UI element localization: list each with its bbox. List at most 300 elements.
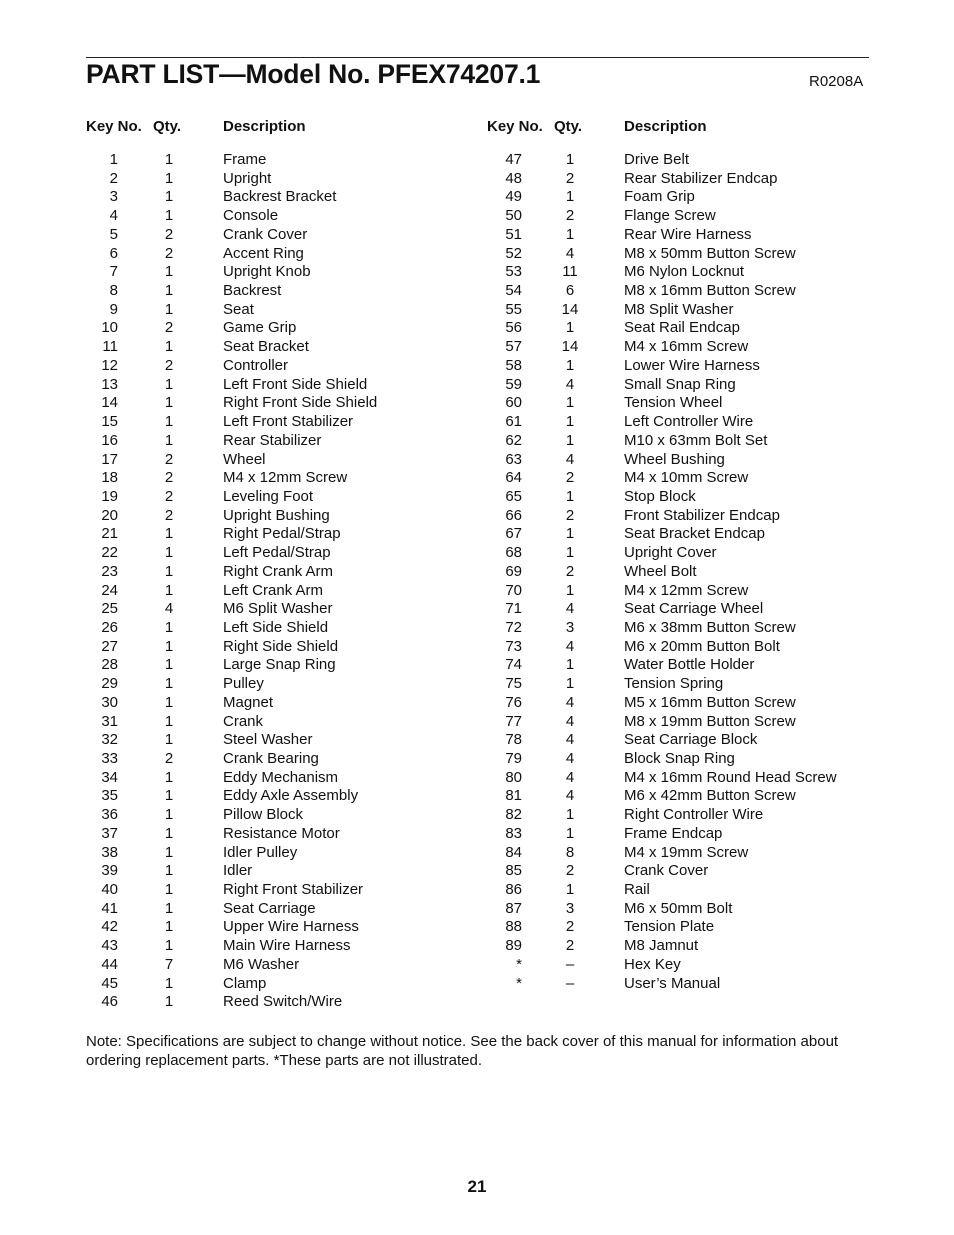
part-key-number: 89 [505,937,522,955]
part-description: M4 x 16mm Screw [624,338,749,356]
part-quantity: 1 [164,918,174,936]
part-row [0,975,477,994]
part-row [477,151,954,170]
part-key-number: 47 [505,151,522,168]
part-key-number: 30 [101,693,118,711]
part-key-number: 51 [505,225,522,243]
part-row [0,432,477,451]
part-quantity: 1 [164,899,174,917]
part-key-number: 76 [505,693,522,711]
part-quantity: 2 [164,469,174,487]
part-key-number: 82 [505,806,522,824]
part-row [0,956,477,975]
part-key-number: 65 [505,487,522,505]
part-row [0,918,477,937]
part-quantity: 1 [164,768,174,786]
part-row [0,582,477,601]
part-quantity: 1 [164,300,174,318]
part-description: Wheel Bolt [624,562,697,580]
part-description: Resistance Motor [223,824,340,842]
part-description: Stop Block [624,487,696,505]
part-row [0,563,477,582]
part-description: Steel Washer [223,731,313,749]
part-row [477,226,954,245]
part-quantity: 1 [565,525,575,543]
part-quantity: 1 [565,675,575,693]
part-row [0,525,477,544]
part-description: Accent Ring [223,244,304,262]
part-description: Wheel Bushing [624,450,725,468]
part-key-number: 15 [101,413,118,431]
part-quantity: 1 [565,394,575,412]
part-quantity: 4 [565,712,575,730]
part-row [477,937,954,956]
part-row [0,338,477,357]
part-quantity: 1 [164,188,174,206]
part-description: M4 x 19mm Screw [624,843,749,861]
part-key-number: 3 [109,188,118,206]
part-key-number: 50 [505,207,522,225]
part-row [0,413,477,432]
part-description: Crank Cover [624,862,709,880]
part-key-number: 84 [505,843,522,861]
part-description: Left Pedal/Strap [223,544,331,562]
part-description: Crank [223,712,264,730]
part-row [477,900,954,919]
part-quantity: 2 [164,356,174,374]
part-key-number: 17 [101,450,118,468]
part-quantity: 1 [565,319,575,337]
part-key-number: 11 [102,338,118,356]
part-row [477,750,954,769]
part-key-number: 20 [101,506,118,524]
part-key-number: 67 [505,525,522,543]
part-quantity: 4 [565,244,575,262]
part-key-number: 49 [505,188,522,206]
part-quantity: 14 [561,338,579,356]
part-row [0,376,477,395]
part-description: Idler [223,862,253,880]
part-quantity: 1 [565,151,575,168]
part-key-number: 55 [505,300,522,318]
part-key-number: 53 [505,263,522,281]
part-description: M4 x 16mm Round Head Screw [624,768,837,786]
left-header-description: Description [223,118,306,135]
part-row [0,357,477,376]
part-row [477,975,954,994]
top-rule [86,57,869,58]
part-key-number: 57 [505,338,522,356]
document-code: R0208A [809,73,864,90]
part-description: Front Stabilizer Endcap [624,506,780,524]
left-parts-list [0,151,477,1012]
part-key-number: 22 [101,544,118,562]
part-quantity: 3 [565,899,575,917]
part-key-number: 63 [505,450,522,468]
part-quantity: 1 [565,544,575,562]
part-key-number: 77 [505,712,522,730]
page-title: PART LIST—Model No. PFEX74207.1 [86,59,541,89]
part-quantity: 2 [565,862,575,880]
part-description: M8 Jamnut [624,937,699,955]
part-description: M8 x 16mm Button Screw [624,282,796,300]
part-description: Upright Cover [624,544,717,562]
part-description: M8 Split Washer [624,300,734,318]
part-quantity: 2 [164,487,174,505]
part-key-number: 73 [505,637,522,655]
part-quantity: 4 [164,600,174,618]
part-key-number: 6 [109,244,118,262]
part-quantity: 1 [565,431,575,449]
part-row [477,713,954,732]
part-row [477,263,954,282]
part-quantity: 2 [164,506,174,524]
part-description: Leveling Foot [223,487,314,505]
part-description: Clamp [223,974,267,992]
part-row [0,151,477,170]
part-row [477,582,954,601]
part-description: M4 x 10mm Screw [624,469,749,487]
part-row [477,675,954,694]
part-description: Controller [223,356,289,374]
part-quantity: 2 [565,506,575,524]
part-key-number: 41 [101,899,118,917]
part-key-number: 54 [505,282,522,300]
part-key-number: 25 [101,600,118,618]
part-row [477,619,954,638]
part-row [477,806,954,825]
part-key-number: 14 [101,394,118,412]
part-description: Reed Switch/Wire [223,993,343,1011]
part-description: Frame [223,151,267,168]
footnote: Note: Specifications are subject to change without notice. See the back cover of this manual for information about ordering replacement parts. *These parts are not illustrated. [86,1033,839,1069]
part-quantity: 14 [561,300,579,318]
part-description: Crank Bearing [223,750,319,767]
part-key-number: 64 [505,469,522,487]
part-description: Left Crank Arm [223,581,324,599]
part-description: Backrest [223,282,282,300]
part-key-number: 42 [101,918,118,936]
part-quantity: 1 [164,618,174,636]
part-quantity: 1 [164,525,174,543]
part-row [477,956,954,975]
part-quantity: 4 [565,750,575,767]
part-description: Crank Cover [223,225,308,243]
part-key-number: 80 [505,768,522,786]
part-description: Drive Belt [624,151,690,168]
part-quantity: 7 [164,955,174,973]
part-row [0,451,477,470]
left-header-key: Key No. [86,118,142,135]
part-quantity: 4 [565,637,575,655]
part-key-number: 34 [101,768,118,786]
part-quantity: 4 [565,693,575,711]
part-row [477,694,954,713]
part-row [477,769,954,788]
part-key-number: 16 [101,431,118,449]
part-quantity: 2 [565,169,575,187]
part-row [477,600,954,619]
part-key-number: 87 [505,899,522,917]
part-description: Main Wire Harness [223,937,351,955]
part-key-number: 52 [505,244,522,262]
part-row [0,301,477,320]
part-key-number: 59 [505,375,522,393]
part-quantity: 1 [164,394,174,412]
part-key-number: 19 [101,487,118,505]
part-key-number: 69 [505,562,522,580]
part-quantity: – [565,955,575,973]
part-quantity: 1 [565,356,575,374]
part-description: Left Controller Wire [624,413,754,431]
part-key-number: 85 [505,862,522,880]
part-quantity: 8 [565,843,575,861]
part-description: Flange Screw [624,207,716,225]
part-quantity: 1 [164,712,174,730]
part-row [477,862,954,881]
part-row [0,170,477,189]
part-row [477,282,954,301]
part-row [477,488,954,507]
part-description: Upright Knob [223,263,311,281]
part-description: M6 Split Washer [223,600,333,618]
part-description: Seat [223,300,254,318]
part-key-number: 44 [101,955,118,973]
part-quantity: 1 [164,207,174,225]
part-description: Right Pedal/Strap [223,525,341,543]
part-quantity: – [565,974,575,992]
part-description: M6 x 38mm Button Screw [624,618,796,636]
right-header-qty: Qty. [554,118,583,135]
part-row [477,731,954,750]
part-row [477,881,954,900]
part-row [477,451,954,470]
part-row [0,806,477,825]
part-key-number: 68 [505,544,522,562]
part-description: Upright Bushing [223,506,330,524]
part-key-number: 71 [505,600,522,618]
part-quantity: 2 [164,244,174,262]
part-description: Small Snap Ring [624,375,736,393]
part-quantity: 1 [164,787,174,805]
part-key-number: 23 [101,562,118,580]
part-description: Console [223,207,279,225]
part-row [477,357,954,376]
part-quantity: 1 [164,375,174,393]
part-description: Large Snap Ring [223,656,336,674]
part-quantity: 1 [164,637,174,655]
part-key-number: 29 [101,675,118,693]
part-quantity: 1 [164,282,174,300]
part-key-number: 86 [505,881,522,899]
part-quantity: 1 [164,862,174,880]
part-key-number: 28 [101,656,118,674]
part-key-number: 88 [505,918,522,936]
part-key-number: 37 [101,824,118,842]
part-row [0,245,477,264]
part-row [0,694,477,713]
part-quantity: 1 [164,562,174,580]
part-key-number: 21 [101,525,118,543]
part-row [477,638,954,657]
part-description: Right Controller Wire [624,806,764,824]
part-key-number: 12 [101,356,118,374]
part-quantity: 4 [565,768,575,786]
part-quantity: 3 [565,618,575,636]
part-row [477,544,954,563]
part-key-number: 39 [101,862,118,880]
part-description: Upper Wire Harness [223,918,359,936]
part-description: Wheel [223,450,266,468]
part-description: Hex Key [624,955,681,973]
part-row [477,844,954,863]
part-key-number: 32 [101,731,118,749]
part-description: Pulley [223,675,264,693]
part-row [0,750,477,769]
part-quantity: 1 [565,487,575,505]
part-row [0,769,477,788]
part-row [0,638,477,657]
part-row [0,937,477,956]
part-row [0,282,477,301]
part-row [477,507,954,526]
part-key-number: 62 [505,431,522,449]
part-quantity: 1 [164,731,174,749]
part-description: M4 x 12mm Screw [223,469,348,487]
part-key-number: 78 [505,731,522,749]
part-key-number: 18 [101,469,118,487]
part-row [477,245,954,264]
part-quantity: 11 [562,263,578,281]
part-key-number: 58 [505,356,522,374]
part-quantity: 2 [164,450,174,468]
part-key-number: 61 [505,413,522,431]
part-quantity: 1 [164,431,174,449]
part-description: Game Grip [223,319,297,337]
part-row [0,544,477,563]
part-quantity: 2 [565,562,575,580]
part-key-number: 38 [101,843,118,861]
part-key-number: 33 [101,750,118,767]
part-description: Frame Endcap [624,824,723,842]
part-quantity: 1 [164,824,174,842]
right-header-description: Description [624,118,707,135]
part-description: Rail [624,881,650,899]
part-row [477,432,954,451]
part-description: M6 x 20mm Button Bolt [624,637,780,655]
part-row [477,413,954,432]
part-key-number: 7 [109,263,118,281]
part-description: Seat Carriage [223,899,316,917]
part-description: Seat Bracket [223,338,309,356]
part-key-number: 10 [101,319,118,337]
part-key-number: 81 [505,787,522,805]
part-quantity: 1 [164,937,174,955]
part-row [477,301,954,320]
part-row [0,993,477,1012]
part-description: Seat Rail Endcap [624,319,740,337]
part-key-number: 40 [101,881,118,899]
part-key-number: * [516,955,522,973]
part-key-number: 8 [109,282,118,300]
part-description: Eddy Axle Assembly [223,787,359,805]
part-row [477,525,954,544]
part-key-number: 56 [505,319,522,337]
part-key-number: 13 [101,375,118,393]
part-key-number: 4 [109,207,118,225]
part-row [0,787,477,806]
part-description: M6 Nylon Locknut [624,263,745,281]
part-quantity: 1 [565,188,575,206]
part-key-number: 66 [505,506,522,524]
part-key-number: 74 [505,656,522,674]
part-row [0,507,477,526]
part-quantity: 1 [565,581,575,599]
part-key-number: * [516,974,522,992]
part-key-number: 5 [109,225,118,243]
part-row [477,656,954,675]
part-description: Upright [223,169,272,187]
part-row [477,188,954,207]
part-quantity: 1 [164,413,174,431]
part-row [477,469,954,488]
part-key-number: 72 [505,618,522,636]
part-quantity: 2 [565,207,575,225]
part-description: M8 x 50mm Button Screw [624,244,796,262]
part-description: Water Bottle Holder [624,656,755,674]
part-quantity: 1 [164,263,174,281]
part-quantity: 1 [164,338,174,356]
part-row [477,376,954,395]
part-description: Rear Wire Harness [624,225,752,243]
part-row [477,787,954,806]
part-description: Rear Stabilizer Endcap [624,169,778,187]
part-description: Tension Wheel [624,394,723,412]
part-key-number: 9 [109,300,118,318]
part-description: M6 Washer [223,955,300,973]
part-row [0,263,477,282]
part-description: M6 x 42mm Button Screw [624,787,796,805]
part-description: M5 x 16mm Button Screw [624,693,796,711]
part-quantity: 4 [565,731,575,749]
page-number: 21 [467,1177,487,1196]
part-row [477,207,954,226]
part-row [0,844,477,863]
part-row [0,188,477,207]
part-key-number: 2 [109,169,118,187]
part-key-number: 26 [101,618,118,636]
part-description: Foam Grip [624,188,695,206]
part-description: Right Front Side Shield [223,394,378,412]
part-description: Right Front Stabilizer [223,881,364,899]
part-quantity: 2 [565,469,575,487]
part-quantity: 1 [164,151,174,168]
part-key-number: 83 [505,824,522,842]
part-description: Tension Plate [624,918,715,936]
part-quantity: 1 [164,169,174,187]
part-row [0,319,477,338]
part-row [477,319,954,338]
part-description: Pillow Block [223,806,304,824]
part-row [0,713,477,732]
part-description: Eddy Mechanism [223,768,339,786]
part-quantity: 4 [565,450,575,468]
part-key-number: 24 [101,581,118,599]
part-description: Rear Stabilizer [223,431,322,449]
part-row [0,600,477,619]
part-description: Right Side Shield [223,637,339,655]
part-quantity: 1 [164,974,174,992]
